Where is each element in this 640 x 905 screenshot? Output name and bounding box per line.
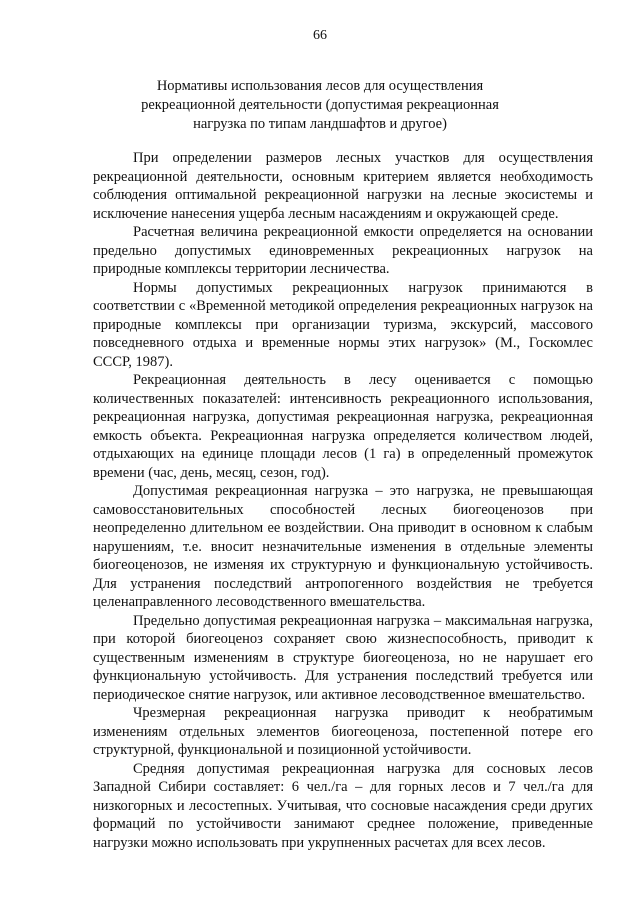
title-line: Нормативы использования лесов для осуществления [156, 78, 484, 94]
paragraph: Допустимая рекреационная нагрузка – это нагрузка, не превышающая самовосстановительных способностей лесных биогеоценозов при неопределенно длительном ее воздействии. Она приводит в основном к слабым нарушениям, т.е. вносит незначительные изменения в отдельные элементы биогеоценозов, не изменяя их структурную и функциональную устойчивость. Для устранения последствий антропогенного воздействия не требуется целенаправленного лесоводственного вмешательства. [93, 483, 593, 610]
paragraph: Средняя допустимая рекреационная нагрузка для сосновых лесов Западной Сибири составляет: 6 чел./га – для горных лесов и 7 чел./га для низкогорных и лесостепных. Учитывая, что сосновые насаждения среди других формаций по устойчивости занимают среднее положение, приведенные нагрузки можно использовать при укрупненных расчетах для всех лесов. [93, 760, 593, 851]
title-line: рекреационной деятельности (допустимая рекреационная [141, 97, 499, 113]
paragraph: Предельно допустимая рекреационная нагрузка – максимальная нагрузка, при которой биогеоценоз сохраняет свою жизнеспособность, приводит к существенным изменениям в структуре биогеоценоза, но не нарушает его функциональную устойчивость. Для устранения последствий требуется или периодическое снятие нагрузок, или активное лесоводственное вмешательство. [93, 612, 593, 703]
section-title [100, 77, 540, 134]
paragraph: Рекреационная деятельность в лесу оценивается с помощью количественных показателей: интенсивность рекреационного использования, рекреационная нагрузка, допустимая рекреационная нагрузка, рекреационная емкость объекта. Рекреационная нагрузка определяется количеством людей, отдыхающих на единице площади лесов (1 га) в определенный промежуток времени (час, день, месяц, сезон, год). [93, 372, 593, 481]
title-line: нагрузка по типам ландшафтов и другое) [193, 116, 447, 132]
body-text [93, 149, 593, 852]
page-number: 66 [313, 28, 327, 43]
paragraph: При определении размеров лесных участков для осуществления рекреационной деятельности, основным критерием является необходимость соблюдения оптимальной рекреационной нагрузки на лесные экосистемы и исключение нанесения ущерба лесным насаждениям и окружающей среде. [93, 150, 593, 222]
paragraph: Расчетная величина рекреационной емкости определяется на основании предельно допустимых единовременных рекреационных нагрузок на природные комплексы территории лесничества. [93, 224, 593, 277]
paragraph: Нормы допустимых рекреационных нагрузок принимаются в соответствии с «Временной методикой определения рекреационных нагрузок на природные комплексы при организации туризма, экскурсий, массового повседневного отдыха и временные нормы этих нагрузок» (М., Госкомлес СССР, 1987). [93, 279, 593, 370]
paragraph: Чрезмерная рекреационная нагрузка приводит к необратимым изменениям отдельных элементов биогеоценоза, постепенной потере его структурной, функциональной и позиционной устойчивости. [93, 705, 593, 758]
